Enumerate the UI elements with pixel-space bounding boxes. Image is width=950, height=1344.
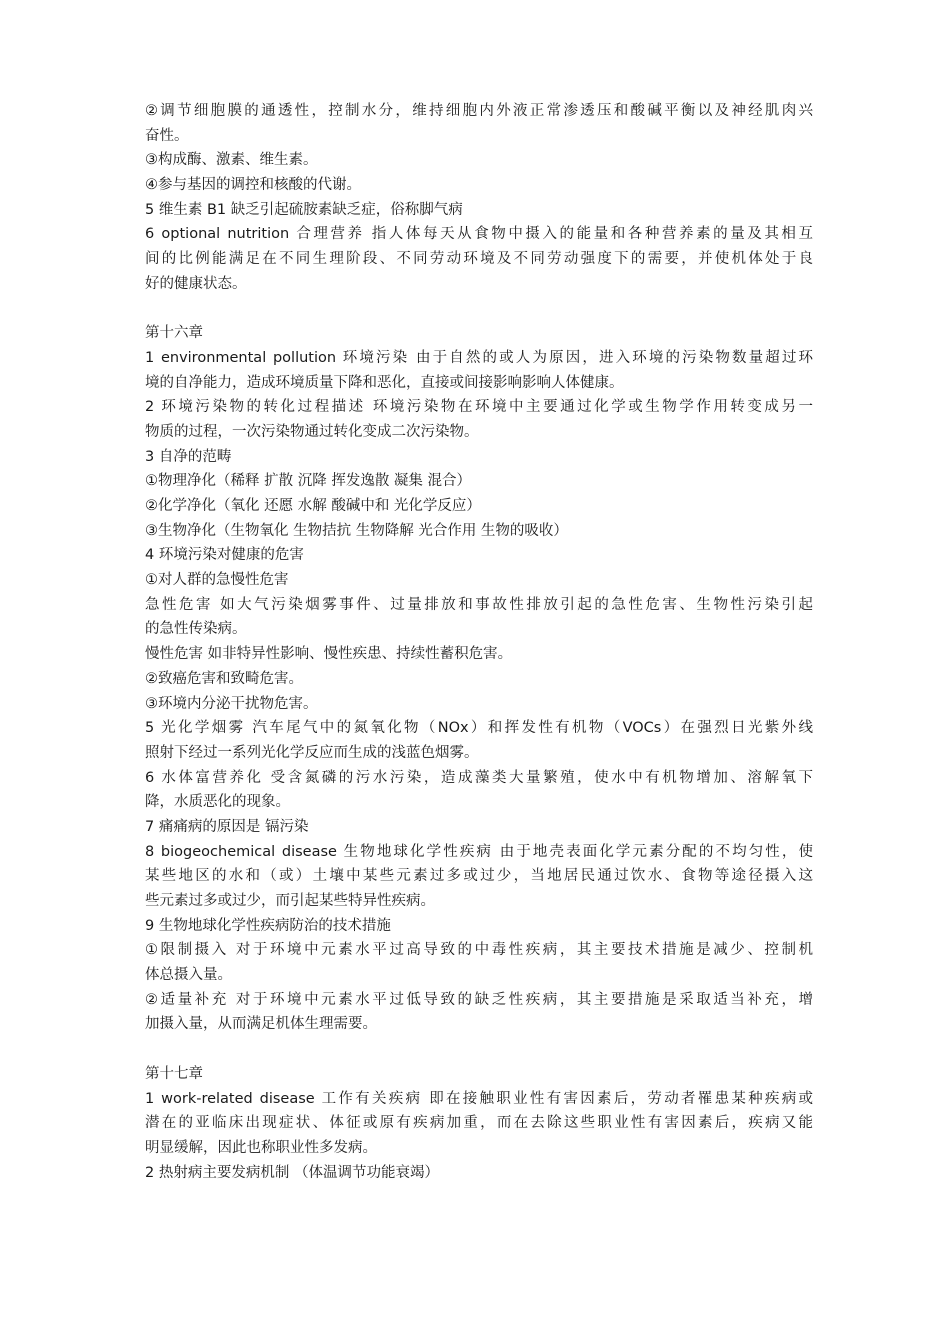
text-line: 加摄入量，从而满足机体生理需要。 (145, 1016, 377, 1033)
text-line: 奋性。 (145, 127, 189, 144)
text-line: 些元素过多或过少，而引起某些特异性疾病。 (145, 893, 435, 909)
text-line: 8 biogeochemical disease 生物地球化学性疾病 由于地壳表面化学元素分配的不均匀性，使 (145, 843, 813, 860)
document-page (145, 99, 813, 1185)
text-line: 6 水体富营养化 受含氮磷的污水污染，造成藻类大量繁殖，使水中有机物增加、溶解氧下 (145, 769, 813, 786)
text-line: ②适量补充 对于环境中元素水平过低导致的缺乏性疾病，其主要措施是采取适当补充，增 (145, 991, 813, 1008)
text-line: 5 维生素 B1 缺乏引起硫胺素缺乏症，俗称脚气病 (145, 201, 463, 218)
text-line: 2 环境污染物的转化过程描述 环境污染物在环境中主要通过化学或生物学作用转变成另一 (145, 399, 813, 416)
text-line: 9 生物地球化学性疾病防治的技术措施 (145, 917, 391, 934)
text-line: 降，水质恶化的现象。 (145, 794, 290, 811)
text-line: 第十七章 (145, 1065, 203, 1082)
text-line: 6 optional nutrition 合理营养 指人体每天从食物中摄入的能量和各种营养素的量及其相互 (145, 226, 813, 243)
text-line: ③生物净化（生物氧化 生物拮抗 生物降解 光合作用 生物的吸收） (145, 522, 568, 539)
text-line: 物质的过程，一次污染物通过转化变成二次污染物。 (145, 423, 479, 440)
text-line: 照射下经过一系列光化学反应而生成的浅蓝色烟雾。 (145, 744, 479, 761)
text-line: ②化学净化（氧化 还愿 水解 酸碱中和 光化学反应） (145, 498, 481, 514)
text-line: ③环境内分泌干扰物危害。 (145, 695, 318, 712)
text-line: ①限制摄入 对于环境中元素水平过高导致的中毒性疾病，其主要技术措施是减少、控制机 (145, 942, 813, 959)
text-line: 慢性危害 如非特异性影响、慢性疾患、持续性蓄积危害。 (145, 646, 513, 663)
text-line: 7 痛痛病的原因是 镉污染 (145, 818, 309, 835)
text-line: 第十六章 (145, 325, 203, 342)
text-line: 1 work-related disease 工作有关疾病 即在接触职业性有害因素后，劳动者罹患某种疾病或 (145, 1090, 813, 1107)
text-line: ③构成酶、激素、维生素。 (145, 152, 318, 169)
text-line: 1 environmental pollution 环境污染 由于自然的或人为原因，进入环境的污染物数量超过环 (145, 349, 813, 366)
text-line: 明显缓解，因此也称职业性多发病。 (145, 1139, 377, 1156)
text-line: 3 自净的范畴 (145, 448, 232, 465)
text-line: 间的比例能满足在不同生理阶段、不同劳动环境及不同劳动强度下的需要，并使机体处于良 (145, 251, 813, 268)
text-line: 好的健康状态。 (145, 275, 247, 292)
text-line: 2 热射病主要发病机制 （体温调节功能衰竭） (145, 1164, 439, 1181)
text-line: 某些地区的水和（或）土壤中某些元素过多或过少，当地居民通过饮水、食物等途径摄入这 (145, 868, 813, 885)
text-line: 的急性传染病。 (145, 621, 247, 638)
text-line: 5 光化学烟雾 汽车尾气中的氮氧化物（NOx）和挥发性有机物（VOCs）在强烈日光紫外线 (145, 720, 813, 737)
text-line: 急性危害 如大气污染烟雾事件、过量排放和事故性排放引起的急性危害、生物性污染引起 (145, 596, 813, 613)
text-line: 4 环境污染对健康的危害 (145, 547, 304, 564)
blank-line (145, 1037, 813, 1062)
blank-line (145, 297, 813, 322)
text-line: ④参与基因的调控和核酸的代谢。 (145, 177, 361, 194)
text-line: ②致癌危害和致畸危害。 (145, 670, 303, 687)
text-line: ①物理净化（稀释 扩散 沉降 挥发逸散 凝集 混合） (145, 473, 472, 490)
text-line: 境的自净能力，造成环境质量下降和恶化，直接或间接影响影响人体健康。 (145, 374, 624, 391)
text-line: ②调节细胞膜的通透性，控制水分，维持细胞内外液正常渗透压和酸碱平衡以及神经肌肉兴 (145, 103, 813, 119)
text-line: ①对人群的急慢性危害 (145, 572, 289, 589)
text-line: 潜在的亚临床出现症状、体征或原有疾病加重，而在去除这些职业性有害因素后，疾病又能 (145, 1115, 813, 1132)
text-line: 体总摄入量。 (145, 967, 232, 984)
